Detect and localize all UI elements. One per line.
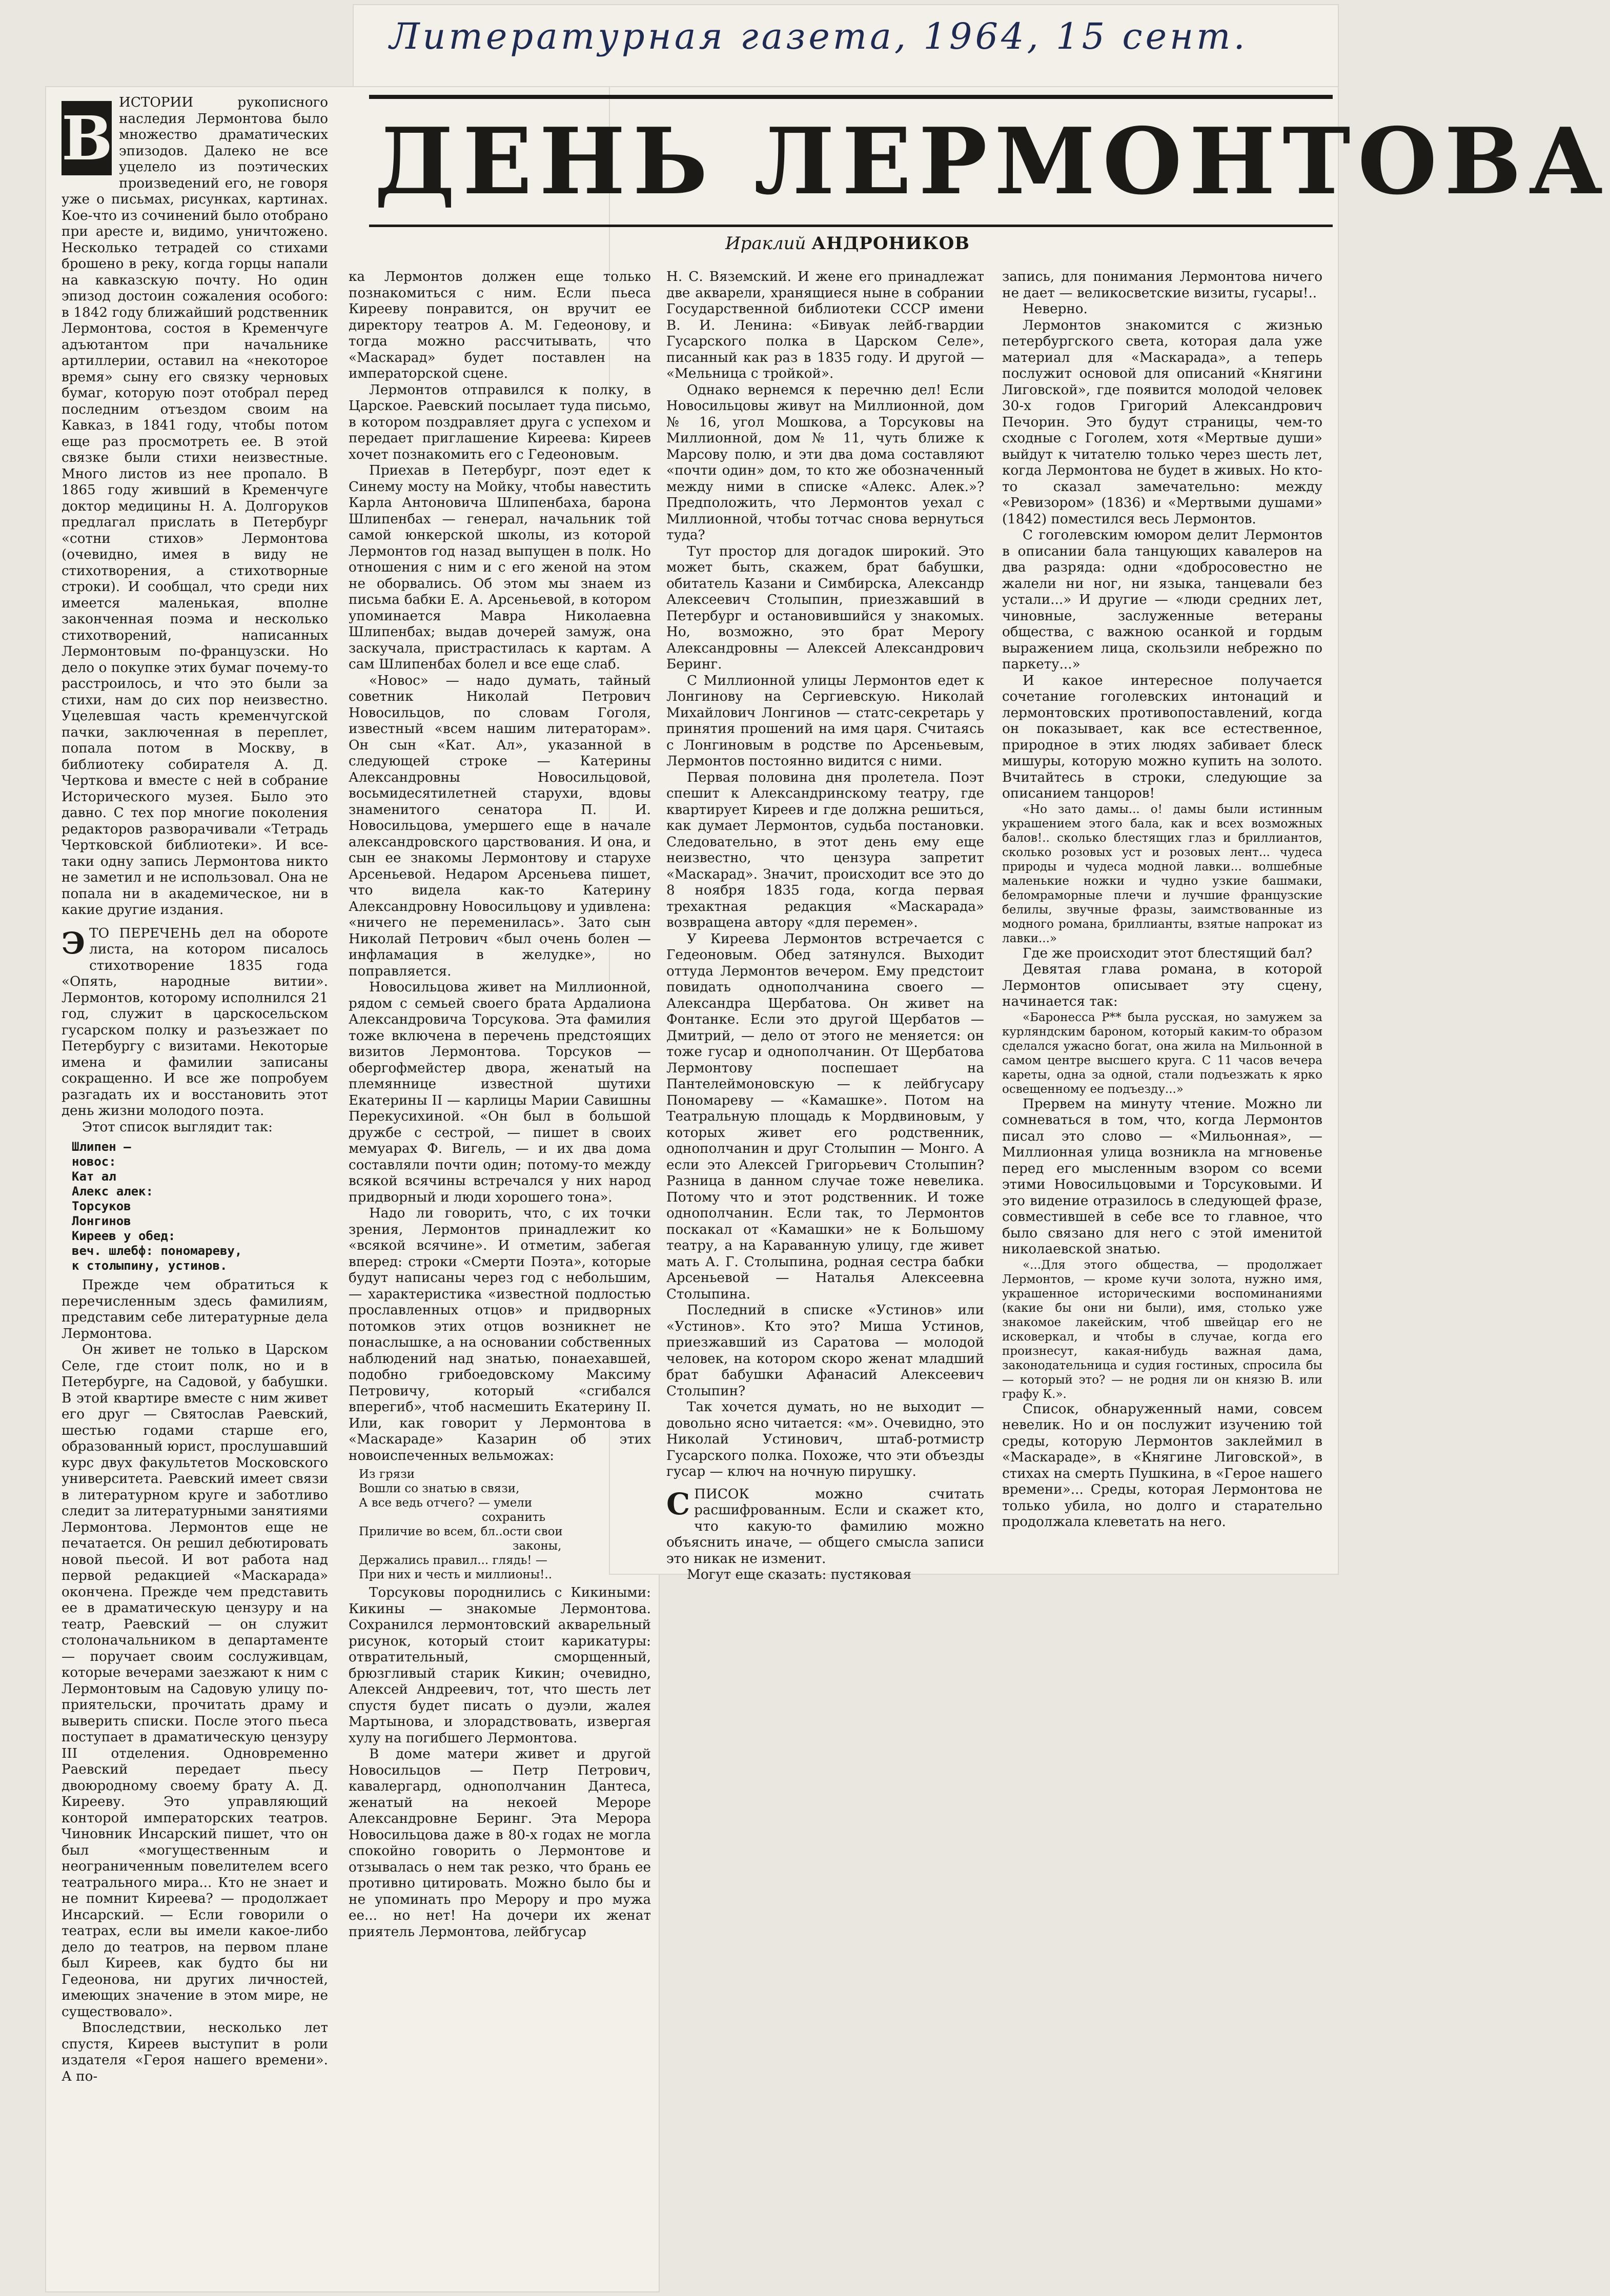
- paragraph: Первая половина дня пролетела. Поэт спешит к Александринскому театру, где квартирует Киреев и где должна решиться, как думает Лермонтов, судьба постановки. Следовательно, в этот день ему еще неизвестно, что цензура запретит «Маскарад». Значит, происходит все это до 8 ноября 1835 года, когда первая трехактная редакция «Маскарада» возвращена автору «для перемен».: [666, 769, 984, 930]
- article-column-3: [666, 269, 984, 1582]
- paragraph: Могут еще сказать: пустяковая: [687, 1567, 912, 1582]
- drop-cap-letter: Э: [62, 925, 86, 961]
- paragraph: Прежде чем обратиться к перечисленным здесь фамилиям, представим себе литературные дела Лермонтова.: [62, 1277, 328, 1342]
- paragraph: Прервем на минуту чтение. Можно ли сомневаться в том, что, когда Лермонтов писал это слово — «Мильонная», — Миллионная улица возникла на мгновенье перед его мысленным взором со всеми этими Новосильцовыми и Торсуковыми. И это видение отразилось в следующей фразе, совместившей в себе все то главное, что было связано для него с этой именитой николаевской знатью.: [1002, 1096, 1322, 1257]
- verse-line: При них и честь и миллионы!..: [359, 1568, 553, 1581]
- verse-line: Из грязи: [359, 1468, 415, 1481]
- visit-list-item: к столыпину, устинов.: [72, 1258, 228, 1273]
- visit-list-item: новос:: [72, 1154, 116, 1169]
- paragraph: Девятая глава романа, в которой Лермонтов описывает эту сцену, начинается так:: [1002, 962, 1322, 1009]
- paragraph: «Новос» — надо думать, тайный советник Николай Петрович Новосильцов, по словам Гоголя, известный «всем нашим литераторам». Он сын «Кат. Ал», указанной в следующей строке — Катерины Александровны Новосильцовой, восьмидесятилетней старухи, вдовы знаменитого сенатора П. И. Новосильцова, умершего еще в начале александровского царствования. И она, и сын ее знакомы Лермонтову и старухе Арсеньевой. Недаром Арсеньева пишет, что видела как-то Катерину Александровну Новосильцову и удивлена: «ничего не переменилась». Зато сын Николай Петрович «был очень болен — инфламация в желудке», но поправляется.: [349, 673, 651, 979]
- paragraph: запись, для понимания Лермонтова ничего не дает — великосветские визиты, гусары!..: [1002, 269, 1322, 301]
- visit-list-item: Торсуков: [72, 1199, 131, 1213]
- visit-list-item: Шлипен —: [72, 1140, 131, 1154]
- paragraph: ПИСОК можно считать расшифрованным. Если и скажет кто, что какую-то фамилию можно объяснить иначе, — общего смысла записи это никак не изменит.: [666, 1486, 984, 1567]
- quote-paragraph: «Баронесса Р** была русская, но замужем за курляндским бароном, который каким-то образом сделался ужасно богат, она жила на Мильонной в самом центре высшего круга. С 11 часов вечера кареты, одна за одной, стали подъезжать к ярко освещенному ее подъезду...»: [1002, 1010, 1322, 1096]
- visit-list-item: веч. шлебф: пономареву,: [72, 1244, 242, 1258]
- paragraph: Тут простор для догадок широкий. Это может быть, скажем, брат бабушки, обитатель Казани и Симбирска, Александр Алексеевич Столыпин, приезжавший в Петербург и остановившийся у знакомых. Но, возможно, это брат Мерory Александровны — Алексей Александрович Беринг.: [666, 543, 984, 672]
- visit-list-item: Киреев у обед:: [72, 1229, 176, 1243]
- visit-list: [72, 1140, 328, 1273]
- paragraph: Впоследствии, несколько лет спустя, Киреев выступит в роли издателя «Героя нашего времени». А по-: [62, 2020, 328, 2084]
- paragraph: Список, обнаруженный нами, совсем невелик. Но и он послужит изучению той среды, которую Лермонтов заклеймил в «Маскараде», в «Княгине Лиговской», в стихах на смерть Пушкина, в «Герое нашего времени»... Среды, которая Лермонтова не только убила, но долго и старательно продолжала клеветать на него.: [1002, 1401, 1322, 1530]
- visit-list-item: Алекс алек:: [72, 1184, 153, 1198]
- paragraph: И какое интересное получается сочетание гоголевских интонаций и лермонтовских противопоставлений, когда он показывает, как все естественное, природное в этих людях забивает блеск мишуры, которую можно купить на золото. Вчитайтесь в строки, следующие за описанием танцоров!: [1002, 673, 1322, 801]
- paragraph: С Миллионной улицы Лермонтов едет к Лонгинову на Сергиевскую. Николай Михайлович Лонгинов — статс-секретарь у принятия прошений на имя царя. Считаясь с Лонгиновым в родстве по Арсеньевым, Лермонтов постоянно видится с ними.: [666, 673, 984, 769]
- paragraph: ка Лермонтов должен еще только познакомиться с ним. Если пьеса Кирееву понравится, он вручит ее директору театров А. М. Гедеонову, и тогда можно рассчитывать, что «Маскарад» будет поставлен на императорской сцене.: [349, 269, 651, 381]
- paragraph: Этот список выглядит так:: [82, 1119, 273, 1135]
- article-headline: ДЕНЬ ЛЕРМОНТОВА: [374, 108, 1610, 215]
- drop-cap-letter: В: [62, 101, 112, 175]
- paragraph: ТО ПЕРЕЧЕНЬ дел на обороте листа, на котором писалось стихотворение 1835 года «Опять, народные витии». Лермонтов, которому исполнился 21 год, служит в царскосельском гусарском полку и разъезжает по Петербургу с визитами. Некоторые имена и фамилии записаны сокращенно. И все же попробуем разгадать их и восстановить этот день жизни молодого поэта.: [62, 925, 328, 1119]
- byline: [725, 233, 970, 254]
- headline-rule-bottom: [369, 225, 1333, 227]
- paragraph: Последний в списке «Устинов» или «Устинов». Кто это? Миша Устинов, приезжавший из Саратова — молодой человек, на котором скоро женат младший брат бабушки Афанасий Алексеевич Столыпин?: [666, 1303, 984, 1399]
- paragraph: Приехав в Петербург, поэт едет к Синему мосту на Мойку, чтобы навестить Карла Антоновича Шлипенбаха, барона Шлипенбах — генерал, начальник той самой юнкерской школы, из которой Лермонтов год назад выпущен в полк. Но отношения с ним и с его женой на этом не оборвались. Об этом мы знаем из письма бабки Е. А. Арсеньевой, в котором упоминается Мавра Николаевна Шлипенбах; выдав дочерей замуж, она заскучала, пристрастилась к картам. А сам Шлипенбах болел и все еще слаб.: [349, 463, 651, 672]
- verse-line: законы,: [513, 1539, 562, 1553]
- paragraph: Неверно.: [1023, 301, 1088, 317]
- author-last-name: АНДРОНИКОВ: [811, 233, 970, 254]
- quote-paragraph: «...Для этого общества, — продолжает Лермонтов, — кроме кучи золота, нужно имя, украшенное историческими воспоминаниями (какие бы они ни были), имя, столько уже знакомое лакейским, чтоб швейцар его не исковеркал, и чтобы в случае, когда его произнесут, какая-нибудь важная дама, законодательница и судия гостиных, спросила бы — который это? — не родня ли он князю В. или графу К.».: [1002, 1258, 1322, 1401]
- paragraph: Лермонтов отправился к полку, в Царское. Раевский посылает туда письмо, в котором поздравляет друга с успехом и передает приглашение Киреева: Киреев хочет познакомить его с Гедеоновым.: [349, 382, 651, 462]
- verse-line: Приличие во всем, бл..ости свои: [359, 1525, 563, 1538]
- verse-line: Вошли со знатью в связи,: [359, 1482, 520, 1495]
- drop-cap-letter: С: [666, 1486, 690, 1521]
- visit-list-item: Кат ал: [72, 1169, 116, 1184]
- visit-list-item: Лонгинов: [72, 1214, 131, 1228]
- verse-line: Держались правил... глядь! —: [359, 1554, 547, 1567]
- article-column-4: [1002, 269, 1322, 1561]
- quote-paragraph: «Но зато дамы... о! дамы были истинным украшением этого бала, как и всех возможных балов!.. сколько блестящих глаз и бриллиантов, сколько розовых уст и розовых лент... чудеса природы и чудеса модной лавки... волшебные маленькие ножки и чудно узкие башмаки, беломраморные плечи и лучшие французские белилы, звучные фразы, заимствованные из модного романа, бриллианты, взятые напрокат из лавки...»: [1002, 802, 1322, 945]
- paragraph: Так хочется думать, но не выходит — довольно ясно читается: «м». Очевидно, это Николай Устинович, штаб-ротмистр Гусарского полка. Похоже, что эти объезды гусар — ключ на ночную пирушку.: [666, 1399, 984, 1479]
- paragraph: ИСТОРИИ рукописного наследия Лермонтова было множество драматических эпизодов. Далеко не все уцелело из поэтических произведений его, не говоря уже о письмах, рисунках, картинах. Кое-что из сочинений было отобрано при аресте и, видимо, уничтожено. Несколько тетрадей со стихами брошено в реку, когда горцы напали на кавказскую почту. Но один эпизод достоин сожаления особого: в 1842 году ближайший родственник Лермонтова, состоя в Кременчуге адъютантом при начальнике артиллерии, оставил на «некоторое время» сыну его связку черновых бумаг, которую поэт отобрал перед последним отъездом своим на Кавказ, в 1841 году, чтобы потом еще раз просмотреть ее. В этой связке были стихи неизвестные. Много листов из нее пропало. В 1865 году живший в Кременчуге доктор медицины Н. А. Долгоруков предлагал прислать в Петербург «сотни стихов» Лермонтова (очевидно, имея в виду не стихотворения, а стихотворные строки). И сообщал, что среди них имеется маленькая, вполне законченная поэма и несколько стихотворений, написанных Лермонтовым по-французски. Но дело о покупке этих бумаг почему-то расстроилось, и что это были за стихи, нам до сих пор неизвестно. Уцелевшая часть кременчугской пачки, заключенная в переплет, попала потом в Москву, в библиотеку собирателя А. Д. Черткова и вместе с ней в собрание Исторического музея. Было это давно. С тех пор многие поколения редакторов разворачивали «Тетрадь Чертковской библиотеки». И все-таки одну запись Лермонтова никто не заметил и не использовал. Она не попала ни в академическое, ни в какие другие издания.: [62, 95, 328, 918]
- verse-line: сохранить: [482, 1511, 546, 1524]
- author-first-name: Ираклий: [725, 233, 806, 254]
- paragraph: Новосильцова живет на Миллионной, рядом с семьей своего брата Ардалиона Александровича Торсукова. Эта фамилия тоже включена в перечень предстоящих визитов Лермонтова. Торсуков — обергофмейстер двора, женатый на племяннице известной шутихи Екатерины II — карлицы Марии Савишны Перекусихиной. «Он был в большой дружбе с сестрой, — пишет в своих мемуарах Ф. Вигель, — и их два дома составляли почти один; потому-то между всякой всячины встречался у них народ придворный и люди хорошего тона».: [349, 980, 651, 1205]
- paragraph: Где же происходит этот блестящий бал?: [1023, 945, 1313, 961]
- paragraph: Однако вернемся к перечню дел! Если Новосильцовы живут на Миллионной, дом № 16, угол Мошкова, а Торсуковы на Миллионной, дом № 11, чуть ближе к Марсову полю, и эти два дома составляют «почти один» дом, то кто же обозначенный между ними в списке «Алекс. Алек.»? Предположить, что Лермонтов уехал с Миллионной, чтобы тотчас снова вернуться туда?: [666, 382, 984, 543]
- paragraph: Н. С. Вяземский. И жене его принадлежат две акварели, хранящиеся ныне в собрании Государственной библиотеки СССР имени В. И. Ленина: «Бивуак лейб-гвардии Гусарского полка в Царском Селе», писанный как раз в 1835 году. И другой — «Мельница с тройкой».: [666, 269, 984, 381]
- verse-line: А все ведь отчего? — умели: [359, 1496, 533, 1510]
- handwritten-source-note: Литературная газета, 1964, 15 сент.: [390, 15, 1248, 57]
- article-column-1: [62, 95, 328, 2284]
- paragraph: Надо ли говорить, что, с их точки зрения, Лермонтов принадлежит ко «всякой всячине». И отметим, забегая вперед: строки «Смерти Поэта», которые будут написаны через год с небольшим, — характеристика «известной подлостью прославленных отцов» и придворных потомков этих отцов возникнет не понаслышке, а на основании собственных наблюдений над знатью, понаехавшей, подобно грибоедовскому Максиму Петровичу, который «сгибался вперегиб», чтоб насмешить Екатерину II. Или, как говорит у Лермонтова в «Маскараде» Казарин об этих новоиспеченных вельможах:: [349, 1206, 651, 1464]
- paragraph: Лермонтов знакомится с жизнью петербургского света, которая дала уже материал для «Маскарада», а теперь послужит основой для описаний «Княгини Лиговской», где появится молодой человек 30-х годов Григорий Александрович Печорин. Это будут страницы, чем-то сходные с Гоголем, хотя «Мертвые души» выйдут к читателю только через шесть лет, когда Лермонтова не будет в живых. Но кто-то сказал замечательно: между «Ревизором» (1836) и «Мертвыми душами» (1842) поместился весь Лермонтов.: [1002, 317, 1322, 527]
- paragraph: У Киреева Лермонтов встречается с Гедеоновым. Обед затянулся. Выходит оттуда Лермонтов вечером. Ему предстоит повидать однополчанина своего — Александра Щербатова. Он живет на Фонтанке. Если это другой Щербатов — Дмитрий, — дело от этого не меняется: он тоже гусар и однополчанин. От Щербатова Лермонтову поспешает на Пантелеймоновскую — к лейбгусару Пономареву — «Камашке». Потом на Театральную площадь к Мордвиновым, у которых живет его родственник, однополчанин и друг Столыпин — Монго. А если это Алексей Григорьевич Столыпин? Разница в данном случае тоже невелика. Потому что и этот родственник. И тоже однополчанин. Если так, то Лермонтов поскакал от «Камашки» не к Большому театру, а на Караванную улицу, где живет мать А. Г. Столыпина, родная сестра бабки Арсеньевой — Наталья Алексеевна Столыпина.: [666, 931, 984, 1302]
- verse-quote: [359, 1467, 651, 1582]
- paragraph: Он живет не только в Царском Селе, где стоит полк, но и в Петербурге, на Садовой, у бабушки. В этой квартире вместе с ним живет его друг — Святослав Раевский, шестью годами старше его, образованный юрист, прослушавший курс двух факультетов Московского университета. Раевский имеет связи в литературном круге и заботливо следит за литературными занятиями Лермонтова. Лермонтов еще не печатается. Он решил дебютировать новой пьесой. И вот работа над первой редакцией «Маскарада» окончена. Прежде чем представить ее в драматическую цензуру и на театр, Раевский — он служит столоначальником в департаменте — поручает своим сослуживцам, которые вечерами заезжают к ним с Лермонтовым на Садовую улицу по-приятельски, прочитать драму и выверить списки. После этого пьеса поступает в драматическую цензуру III отделения. Одновременно Раевский передает пьесу двоюродному своему брату А. Д. Кирееву. Это управляющий конторой императорских театров. Чиновник Инсарский пишет, что он был «могущественным и неограниченным повелителем всего театрального мира... Кто не знает и не помнит Киреева? — продолжает Инсарский. — Если говорили о театрах, если вы имели какое-либо дело до театров, на первом плане был Киреев, как будто бы ни Гедеонова, ни других личностей, имеющих значение в этом мире, не существовало».: [62, 1342, 328, 2020]
- paragraph: В доме матери живет и другой Новосильцов — Петр Петрович, кавалергард, однополчанин Дантеса, женатый на некоей Мерope Александровне Беринг. Эта Мерора Новосильцова даже в 80-х годах не могла спокойно говорить о Лермонтове и отзывалась о нем так резко, что брань ее противно цитировать. Можно было бы и не упоминать про Мерору и про мужа ее... но нет! На дочери их женат приятель Лермонтова, лейбгусар: [349, 1746, 651, 1940]
- headline-rule-top: [369, 95, 1333, 99]
- article-column-2: [349, 269, 651, 2291]
- paragraph: Торсуковы породнились с Кикиными: Кикины — знакомые Лермонтова. Сохранился лермонтовский акварельный рисунок, который стоит карикатуры: отвратительный, сморщенный, брюзгливый старик Кикин; очевидно, Алексей Андреевич, тот, что шесть лет спустя будет писать о дуэли, жалея Мартынова, и злорадствовать, извергая хулу на погибшего Лермонтова.: [349, 1585, 651, 1746]
- paragraph: С гоголевским юмором делит Лермонтов в описании бала танцующих кавалеров на два разряда: одни «добросовестно не жалели ни ног, ни языка, танцевали без устали...» И другие — «люди средних лет, чиновные, заслуженные ветераны общества, с важною осанкой и гордым выражением лица, скользили небрежно по паркету...»: [1002, 527, 1322, 672]
